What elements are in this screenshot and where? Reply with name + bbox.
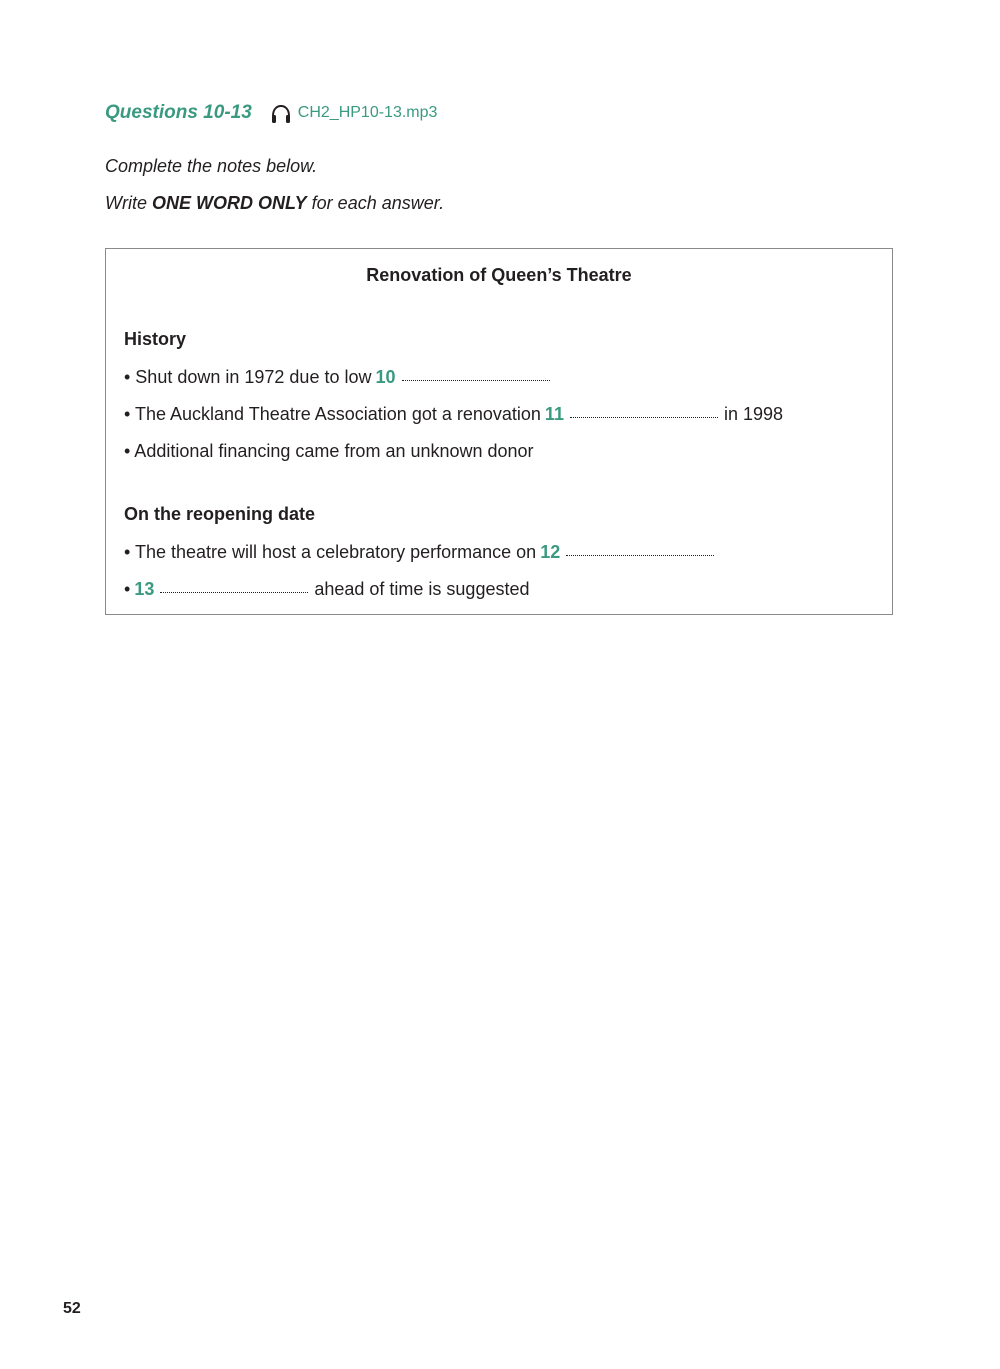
instructions [105,155,444,229]
notes-title: Renovation of Queen’s Theatre [366,265,632,285]
note-text: • The theatre will host a celebratory performance on [124,542,537,562]
instruction-bold: ONE WORD ONLY [152,193,307,213]
page-number: 52 [63,1300,81,1317]
answer-blank-11[interactable] [570,416,718,418]
notes-box [105,248,893,615]
note-item-10 [124,367,556,388]
instruction-line-1: Complete the notes below. [105,156,318,176]
note-item-donor [124,441,534,462]
questions-header [105,102,437,124]
question-number-13: 13 [134,579,155,599]
note-text-after: in 1998 [723,404,784,424]
question-number-12: 12 [540,542,561,562]
note-text: • Shut down in 1972 due to low [124,367,372,387]
section-heading-reopening: On the reopening date [124,504,316,524]
note-text: • The Auckland Theatre Association got a renovation [124,404,541,424]
note-item-13 [124,579,529,600]
section-heading-history: History [124,329,187,349]
instruction-prefix: Write [105,193,152,213]
note-text: • Additional financing came from an unknown donor [124,441,534,461]
note-text-after: ahead of time is suggested [314,579,530,599]
question-number-10: 10 [375,367,396,387]
note-bullet: • [124,579,131,599]
question-number-11: 11 [544,404,564,424]
headphones-icon[interactable] [270,104,292,124]
instruction-line-2 [105,192,444,215]
note-item-11 [124,404,783,425]
answer-blank-13[interactable] [160,591,308,593]
answer-blank-12[interactable] [566,554,714,556]
answer-blank-10[interactable] [402,379,550,381]
note-item-12 [124,542,720,563]
questions-label: Questions 10-13 [105,102,252,123]
audio-file-link[interactable]: CH2_HP10-13.mp3 [297,104,438,121]
instruction-suffix: for each answer. [306,193,445,213]
